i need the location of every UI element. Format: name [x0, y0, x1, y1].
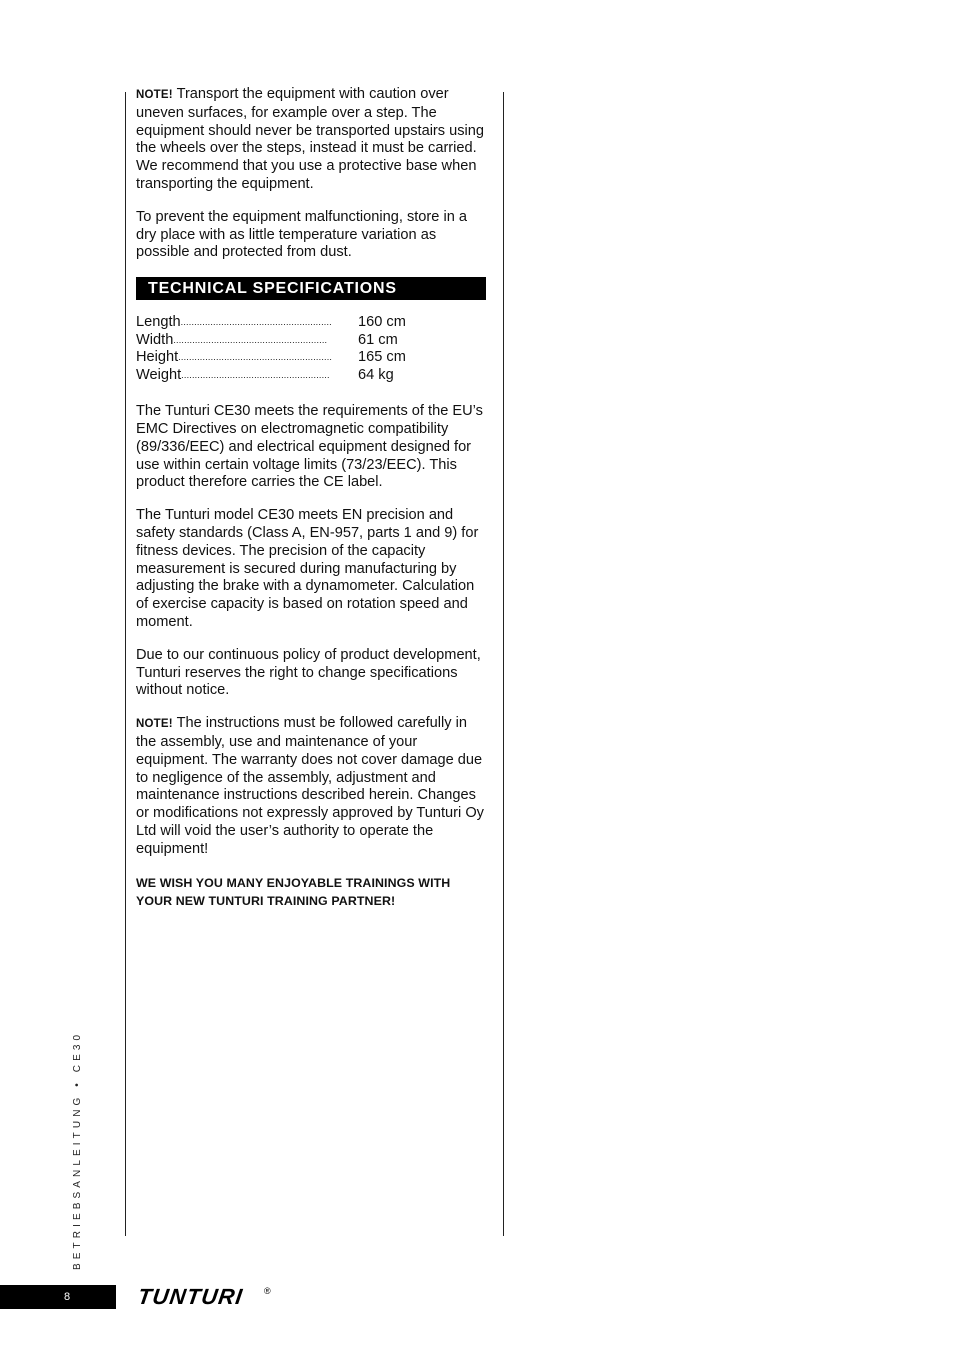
closing-line: YOUR NEW TUNTURI TRAINING PARTNER! — [136, 893, 396, 908]
spec-row-length — [136, 314, 406, 332]
spec-name: Width — [136, 331, 174, 348]
ce-directives-paragraph: The Tunturi CE30 meets the requirements of the EU’s EMC Directives on electromagnetic compatibility (89/336/EEC) and electrical equipment designed for use within certain voltage limits (73/23/EEC). This product therefore carries the CE label. — [136, 403, 483, 491]
closing-message — [136, 874, 488, 910]
development-policy-paragraph: Due to our continuous policy of product development, Tunturi reserves the right to change specifications without notice. — [136, 646, 481, 699]
spec-leader-dots: ....................................................... — [181, 369, 330, 380]
spec-row-height — [136, 349, 406, 367]
note-label: NOTE! — [136, 718, 173, 731]
spec-row-width — [136, 332, 406, 350]
registered-trademark-mark: ® — [264, 1286, 271, 1296]
spec-value: 61 cm — [358, 331, 398, 348]
tunturi-logo: TUNTURI — [136, 1284, 245, 1309]
right-column-rule — [503, 92, 504, 1236]
transport-note-paragraph — [136, 86, 488, 194]
en-standards-paragraph: The Tunturi model CE30 meets EN precision and safety standards (Class A, EN-957, parts 1 and 9) for fitness devices. The precision of the capacity measurement is secured during manufacturing by adjusting the brake with a dynamometer. Calculation of exercise capacity is based on rotation speed and moment. — [136, 507, 479, 630]
instructions-note-text: The instructions must be followed carefully in the assembly, use and maintenance of your equipment. The warranty does not cover damage due to negligence of the assembly, adjustment and maintenance instructions described herein. Changes or modifications not expressly approved by Tunturi Oy Ltd will void the user’s authority to operate the equipment! — [136, 715, 484, 857]
spec-row-weight — [136, 367, 406, 385]
spec-name: Weight — [136, 366, 182, 383]
page-number: 8 — [64, 1291, 71, 1303]
transport-note-text: Transport the equipment with caution over uneven surfaces, for example over a step. The equipment should never be transported upstairs using the wheels over the steps, instead it must be carried. We recommend that you use a protective base when transporting the equipment. — [136, 86, 485, 192]
closing-line: WE WISH YOU MANY ENJOYABLE TRAININGS WITH — [136, 875, 451, 890]
spec-value: 64 kg — [358, 366, 394, 383]
spec-name: Length — [136, 314, 181, 331]
section-heading-technical-specifications: TECHNICAL SPECIFICATIONS — [136, 277, 486, 300]
spec-name: Height — [136, 349, 179, 366]
specifications-list — [136, 314, 488, 384]
spec-leader-dots: ......................................................... — [178, 352, 333, 363]
instructions-note-paragraph — [136, 715, 488, 858]
spec-leader-dots: ......................................................... — [173, 334, 328, 345]
spec-value: 160 cm — [358, 314, 406, 331]
footer-page-bar — [0, 1285, 116, 1309]
storage-paragraph: To prevent the equipment malfunctioning, store in a dry place with as little temperature variation as possible and protected from dust. — [136, 208, 467, 261]
note-label: NOTE! — [136, 89, 173, 101]
left-column-rule — [125, 92, 126, 1236]
vertical-manual-label: BETRIEBSANLEITUNG • CE30 — [72, 1030, 83, 1270]
spec-leader-dots: ........................................................ — [180, 317, 332, 328]
main-text-column — [136, 86, 488, 910]
spec-value: 165 cm — [358, 349, 406, 366]
